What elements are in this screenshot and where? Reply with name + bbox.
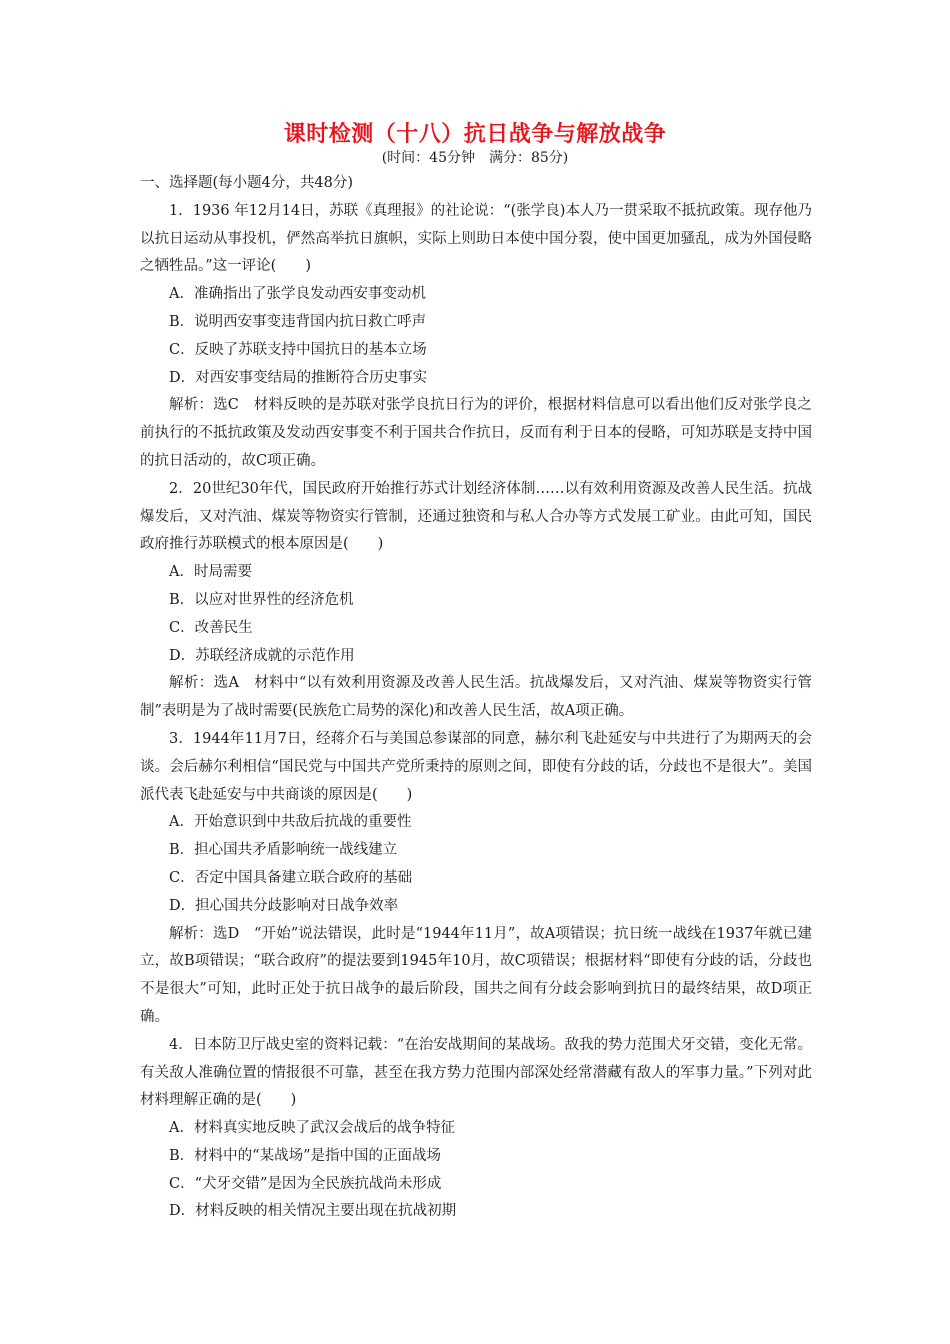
question-4-stem: 4．日本防卫厅战史室的资料记载：“在治安战期间的某战场。敌我的势力范围犬牙交错，变化无常。有关敌人准确位置的情报很不可靠，甚至在我方势力范围内部深处经常潜藏有敌人的军事力量。”下列对此材料理解正确的是( ) — [140, 1036, 812, 1109]
question-2-option-c: C．改善民生 — [169, 619, 253, 636]
section-heading: 一、选择题(每小题4分，共48分) — [140, 175, 353, 191]
question-3-analysis: 解析：选D “开始”说法错误，此时是“1944年11月”，故A项错误；抗日统一战线在1937年就已建立，故B项错误；“联合政府”的提法要到1945年10月，故C项错误；根据材料“即使有分歧的话，分歧也不是很大”可知，此时正处于抗日战争的最后阶段，国共之间有分歧会影响到抗日的最终结果，故D项正确。 — [140, 925, 812, 1025]
question-1-option-a: A．准确指出了张学良发动西安事变动机 — [169, 286, 426, 303]
question-3-option-d: D．担心国共分歧影响对日战争效率 — [169, 897, 399, 914]
question-3-option-c: C．否定中国具备建立联合政府的基础 — [169, 869, 413, 886]
question-4-option-d: D．材料反映的相关情况主要出现在抗战初期 — [169, 1203, 457, 1220]
question-3-option-b: B．担心国共矛盾影响统一战线建立 — [169, 842, 398, 859]
question-3-stem: 3．1944年11月7日，经蒋介石与美国总参谋部的同意，赫尔利飞赴延安与中共进行了为期两天的会谈。会后赫尔利相信“国民党与中国共产党所秉持的原则之间，即使有分歧的话，分歧也不是很大”。美国派代表飞赴延安与中共商谈的原因是( ) — [140, 730, 812, 803]
question-2-analysis: 解析：选A 材料中“以有效利用资源及改善人民生活。抗战爆发后，又对汽油、煤炭等物资实行管制”表明是为了战时需要(民族危亡局势的深化)和改善人民生活，故A项正确。 — [140, 675, 812, 720]
question-1-option-b: B．说明西安事变违背国内抗日救亡呼声 — [169, 313, 427, 330]
question-2-option-a: A．时局需要 — [169, 564, 252, 581]
question-1-analysis: 解析：选C 材料反映的是苏联对张学良抗日行为的评价，根据材料信息可以看出他们反对张学良之前执行的不抵抗政策及发动西安事变不利于国共合作抗日，反而有利于日本的侵略，可知苏联是支持中国的抗日活动的，故C项正确。 — [140, 397, 812, 469]
question-1-option-c: C．反映了苏联支持中国抗日的基本立场 — [169, 341, 427, 358]
question-3-option-a: A．开始意识到中共敌后抗战的重要性 — [169, 814, 412, 831]
question-2-option-d: D．苏联经济成就的示范作用 — [169, 647, 355, 664]
document-subtitle: (时间：45分钟 满分：85分) — [381, 150, 569, 166]
question-2-stem: 2．20世纪30年代，国民政府开始推行苏式计划经济体制……以有效利用资源及改善人民生活。抗战爆发后，又对汽油、煤炭等物资实行管制，还通过独资和与私人合办等方式发展工矿业。由此可知，国民政府推行苏联模式的根本原因是( ) — [140, 480, 812, 553]
question-1-stem: 1．1936 年12月14日，苏联《真理报》的社论说：“(张学良)本人乃一贯采取不抵抗政策。现存他乃以抗日运动从事投机，俨然高举抗日旗帜，实际上则助日本使中国分裂，使中国更加骚乱，成为外国侵略之牺牲品。”这一评论( ) — [140, 202, 812, 275]
document-title: 课时检测（十八）抗日战争与解放战争 — [283, 122, 667, 147]
document-body — [140, 170, 812, 1226]
question-4-option-b: B．材料中的“某战场”是指中国的正面战场 — [169, 1147, 441, 1164]
question-1-option-d: D．对西安事变结局的推断符合历史事实 — [169, 369, 428, 386]
question-2-option-b: B．以应对世界性的经济危机 — [169, 591, 354, 608]
question-4-option-c: C．“犬牙交错”是因为全民族抗战尚未形成 — [169, 1175, 442, 1192]
question-4-option-a: A．材料真实地反映了武汉会战后的战争特征 — [169, 1120, 455, 1137]
